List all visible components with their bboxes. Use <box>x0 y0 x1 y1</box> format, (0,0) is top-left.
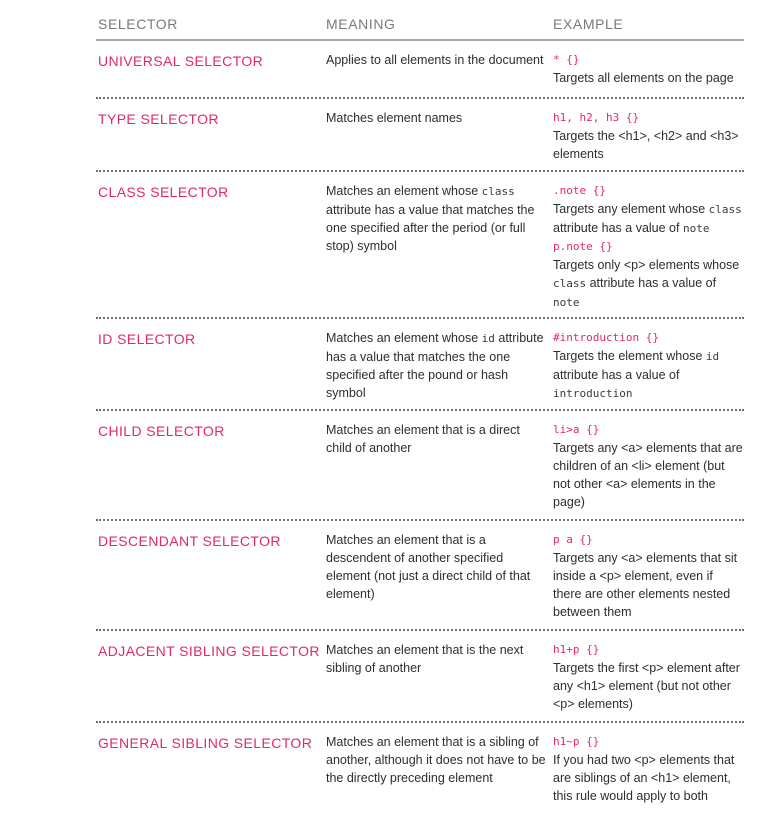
selector-meaning: Matches an element that is the next sibling of another <box>326 643 524 675</box>
selector-name: GENERAL SIBLING SELECTOR <box>98 735 313 751</box>
example-text: attribute has a value of <box>586 276 717 290</box>
table-row-class <box>96 172 744 319</box>
selector-meaning <box>326 329 553 403</box>
selector-example <box>553 51 744 87</box>
selector-example <box>553 109 744 163</box>
example-code: .note {} <box>553 184 606 197</box>
table-row-id <box>96 319 744 411</box>
selector-example <box>553 421 744 511</box>
table-row-universal <box>96 41 744 99</box>
selector-meaning: Matches an element that is a descendent of another specified element (not just a direct child of that element) <box>326 533 531 601</box>
selector-name: CLASS SELECTOR <box>98 184 229 200</box>
example-description <box>553 256 744 312</box>
selector-example <box>553 641 744 713</box>
selector-name: ID SELECTOR <box>98 331 196 347</box>
header-selector: SELECTOR <box>98 16 179 32</box>
header-example: EXAMPLE <box>553 16 624 32</box>
example-code: p a {} <box>553 533 593 546</box>
example-description: Targets any <a> elements that are children of an <li> element (but not other <a> elements in the page) <box>553 441 743 509</box>
table-row-type <box>96 99 744 172</box>
selector-name: UNIVERSAL SELECTOR <box>98 53 264 69</box>
selector-meaning: Matches element names <box>326 111 463 125</box>
selector-meaning: Matches an element that is a direct child of another <box>326 423 520 455</box>
selector-example <box>553 329 744 403</box>
example-description <box>553 347 744 403</box>
selector-example <box>553 182 744 312</box>
selector-name: TYPE SELECTOR <box>98 111 219 127</box>
meaning-text: Matches an element whose <box>326 184 482 198</box>
example-text: attribute has a value of <box>553 221 683 235</box>
example-description: Targets any <a> elements that sit inside a <p> element, even if there are other elements nested between them <box>553 551 738 619</box>
example-code: h1~p {} <box>553 735 600 748</box>
meaning-code: class <box>481 185 515 198</box>
example-description: Targets all elements on the page <box>553 71 734 85</box>
meaning-text: attribute has a value that matches the one specified after the period (or full stop) symbol <box>326 203 535 253</box>
example-code: h1+p {} <box>553 643 600 656</box>
table-row-adjacent-sibling <box>96 631 744 723</box>
selector-meaning <box>326 182 553 312</box>
table-header <box>96 0 744 32</box>
meaning-text: attribute has a value that matches the one specified after the pound or hash symbol <box>326 331 544 400</box>
example-description: If you had two <p> elements that are siblings of an <h1> element, this rule would apply to both <box>553 753 735 803</box>
selector-example <box>553 531 744 621</box>
selector-meaning: Matches an element that is a sibling of another, although it does not have to be the directly preceding element <box>326 735 546 785</box>
example-mono: class <box>708 203 742 216</box>
example-mono: introduction <box>553 387 633 400</box>
selector-reference-table <box>96 0 744 815</box>
example-code: h1, h2, h3 {} <box>553 111 640 124</box>
selector-name: ADJACENT SIBLING SELECTOR <box>98 643 320 659</box>
example-code: p.note {} <box>553 240 613 253</box>
example-mono: id <box>705 350 720 363</box>
example-description: Targets the first <p> element after any <h1> element (but not other <p> elements) <box>553 661 740 711</box>
selector-name: DESCENDANT SELECTOR <box>98 533 281 549</box>
table-row-general-sibling <box>96 723 744 815</box>
example-description <box>553 200 744 238</box>
selector-example <box>553 733 744 805</box>
example-text: Targets only <p> elements whose <box>553 258 740 272</box>
meaning-text: Matches an element whose <box>326 331 482 345</box>
example-code: li>a {} <box>553 423 600 436</box>
example-description: Targets the <h1>, <h2> and <h3> elements <box>553 129 739 161</box>
example-code: * {} <box>553 53 580 66</box>
selector-meaning: Applies to all elements in the document <box>326 53 544 67</box>
example-mono: note <box>553 296 580 309</box>
example-mono: note <box>682 222 710 235</box>
meaning-code: id <box>481 332 495 345</box>
table-row-descendant <box>96 521 744 631</box>
example-code: #introduction {} <box>553 331 659 344</box>
header-meaning: MEANING <box>326 16 396 32</box>
selector-name: CHILD SELECTOR <box>98 423 225 439</box>
table-row-child <box>96 411 744 521</box>
example-mono: class <box>553 277 587 290</box>
example-text: Targets the element whose <box>553 349 706 363</box>
example-text: attribute has a value of <box>553 368 680 382</box>
example-text: Targets any element whose <box>553 202 709 216</box>
